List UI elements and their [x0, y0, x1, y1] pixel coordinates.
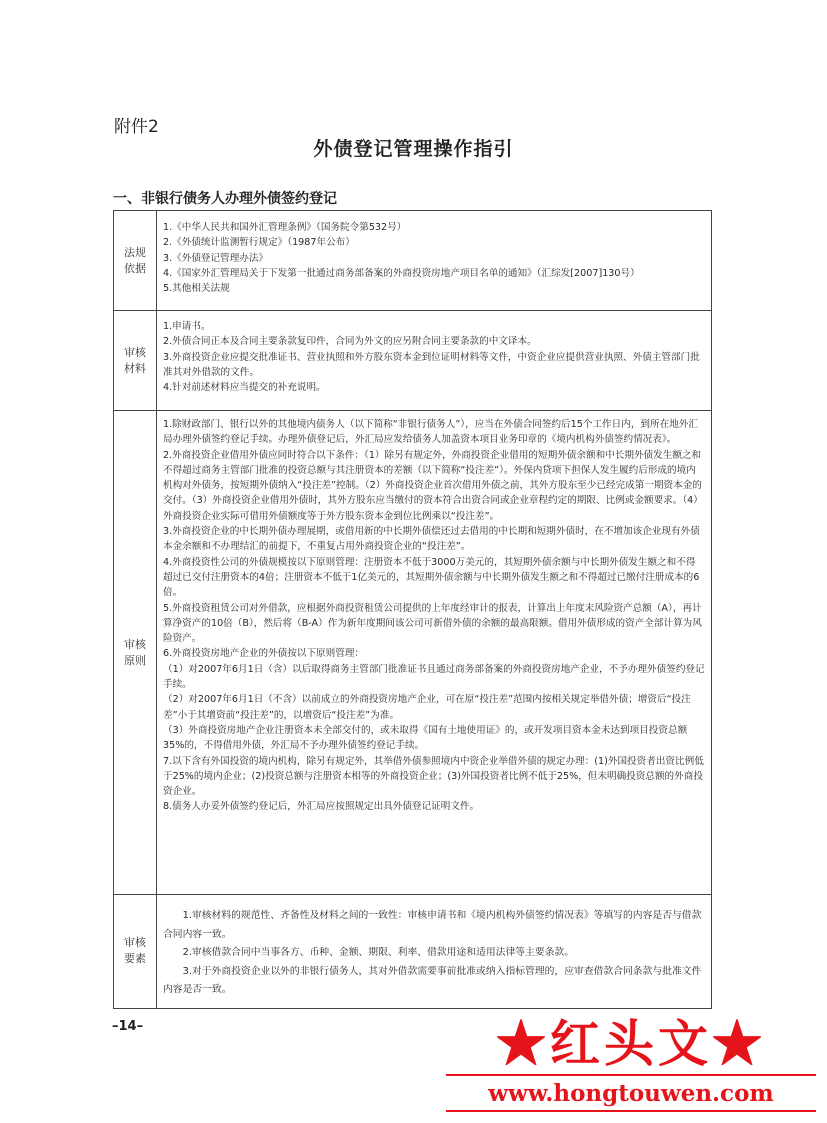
table-row — [114, 895, 712, 1009]
content-line: 3.对于外商投资企业以外的非银行债务人，其对外借款需要事前批准或纳入指标管理的，应审查借款合同条款与批准文件内容是否一致。 — [163, 965, 702, 995]
row-label-line: 法规 — [124, 245, 146, 259]
content-line: 2.审核借款合同中当事各方、币种、金额、期限、利率、借款用途和适用法律等主要条款。 — [182, 947, 575, 958]
table-row — [114, 311, 712, 411]
content-line: 5.外商投资租赁公司对外借款，应根据外商投资租赁公司提供的上年度经审计的报表，计算出上年度末风险资产总额（A），再计算净资产的10倍（B），然后将（B-A）作为新年度期间该公司可新借外债的余额的最高限额。借用外债形成的资产全部计算为风险资产。 — [163, 602, 702, 645]
content-line: （1）对2007年6月1日（含）以后取得商务主管部门批准证书且通过商务部备案的外商投资房地产企业，不予办理外债签约登记手续。 — [163, 663, 705, 691]
row-label-line: 审核 — [124, 936, 146, 950]
row-label-line: 要素 — [124, 952, 146, 966]
watermark — [446, 1004, 816, 1114]
content-line: 6.外商投资房地产企业的外债按以下原则管理： — [163, 648, 365, 660]
content-line: 1.除财政部门、银行以外的其他境内债务人（以下简称“非银行债务人”），应当在外债合同签约后15个工作日内，到所在地外汇局办理外债签约登记手续。办理外债登记后，外汇局应发给债务人加盖资本项目业务印章的《境内机构外债签约情况表》。 — [163, 419, 698, 446]
watermark-divider — [446, 1074, 816, 1076]
row-label-line: 原则 — [124, 653, 146, 667]
content-line: 7.以下含有外国投资的境内机构，除另有规定外，其举借外债参照境内中资企业举借外债的规定办理：(1)外国投资者出资比例低于25%的境内企业；(2)投资总额与注册资本相等的外商投资企业；(3)外国投资者比例不低于25%，但未明确投资总额的外商投资企业。 — [163, 755, 704, 798]
row-label-line: 审核 — [124, 345, 146, 359]
row-label-line: 依据 — [124, 261, 146, 275]
content-line: （3）外商投资房地产企业注册资本未全部交付的，或未取得《国有土地使用证》的，或开发项目资本金未达到项目投资总额35%的，不得借用外债，外汇局不予办理外债签约登记手续。 — [163, 724, 688, 752]
row-label — [114, 895, 157, 1009]
content-line: 4.《国家外汇管理局关于下发第一批通过商务部备案的外商投资房地产项目名单的通知》（汇综发[2007]130号） — [163, 267, 640, 279]
content-line: 3.外商投资企业应提交批准证书、营业执照和外方股东资本金到位证明材料等文件，中资企业应提供营业执照、外债主管部门批准其对外借款的文件。 — [163, 351, 700, 378]
content-line: 4.外商投资性公司的外债规模按以下原则管理：注册资本不低于3000万美元的，其短期外债余额与中长期外债发生额之和不得超过已交付注册资本的4倍；注册资本不低于1亿美元的，其短期外债余额与中长期外债发生额之和不得超过已缴付注册成本的6倍。 — [163, 556, 700, 599]
content-line: 4.针对前述材料应当提交的补充说明。 — [163, 382, 326, 394]
page-number: –14– — [112, 1019, 144, 1034]
watermark-url: www.hongtouwen.com — [488, 1080, 774, 1107]
row-content — [157, 311, 712, 411]
content-line: 5.其他相关法规 — [163, 283, 230, 295]
row-label — [114, 211, 157, 311]
row-content — [157, 895, 712, 1009]
watermark-divider — [446, 1110, 816, 1112]
attachment-label: 附件2 — [114, 117, 159, 137]
row-content — [157, 211, 712, 311]
content-line: 2.外债合同正本及合同主要条款复印件，合同为外文的应另附合同主要条款的中文译本。 — [163, 336, 537, 348]
table-row — [114, 211, 712, 311]
content-line: 2.《外债统计监测暂行规定》（1987年公布） — [163, 237, 355, 249]
content-line: 1.申请书。 — [163, 321, 211, 332]
row-label-line: 材料 — [124, 361, 146, 375]
guide-table — [113, 210, 712, 1009]
row-label-line: 审核 — [124, 637, 146, 651]
content-line: 8.债务人办妥外债签约登记后，外汇局应按照规定出具外债登记证明文件。 — [163, 801, 480, 813]
row-content — [157, 411, 712, 895]
content-line: 1.《中华人民共和国外汇管理条例》（国务院令第532号） — [163, 222, 407, 233]
content-line: 3.《外债登记管理办法》 — [163, 252, 269, 264]
content-line: 2.外商投资企业借用外债应同时符合以下条件：（1）除另有规定外，外商投资企业借用的短期外债余额和中长期外债发生额之和不得超过商务主管部门批准的投资总额与其注册资本的差额（以下简称“投注差”）。外保内贷项下担保人发生履约后形成的境内机构对外债务，按短期外债纳入“投注差”控制。（2）外商投资企业首次借用外债之前，其外方股东至少已经完成第一期资本金的交付。（3）外商投资企业借用外债时，其外方股东应当缴付的资本符合出资合同或企业章程约定的期限、比例或金额要求。（4）外商投资企业实际可借用外债额度等于外方股东资本金到位比例乘以“投注差”。 — [163, 449, 703, 522]
table-row — [114, 411, 712, 895]
section-heading: 一、非银行债务人办理外债签约登记 — [113, 191, 337, 207]
content-line: 3.外商投资企业的中长期外债办理展期，或借用新的中长期外债偿还过去借用的中长期和短期外债时，在不增加该企业现有外债本金余额和不办理结汇的前提下，不重复占用外商投资企业的“投注差”。 — [163, 526, 700, 553]
document-title: 外债登记管理操作指引 — [313, 138, 514, 160]
watermark-text: ★红头文★ — [496, 1014, 766, 1073]
content-line: 1.审核材料的规范性、齐备性及材料之间的一致性：审核申请书和《境内机构外债签约情况表》等填写的内容是否与借款合同内容一致。 — [163, 910, 702, 940]
content-line: （2）对2007年6月1日（不含）以前成立的外商投资房地产企业，可在原“投注差”范围内按相关规定举借外债；增资后“投注差”小于其增资前“投注差”的，以增资后“投注差”为准。 — [163, 694, 691, 721]
row-label — [114, 411, 157, 895]
row-label — [114, 311, 157, 411]
